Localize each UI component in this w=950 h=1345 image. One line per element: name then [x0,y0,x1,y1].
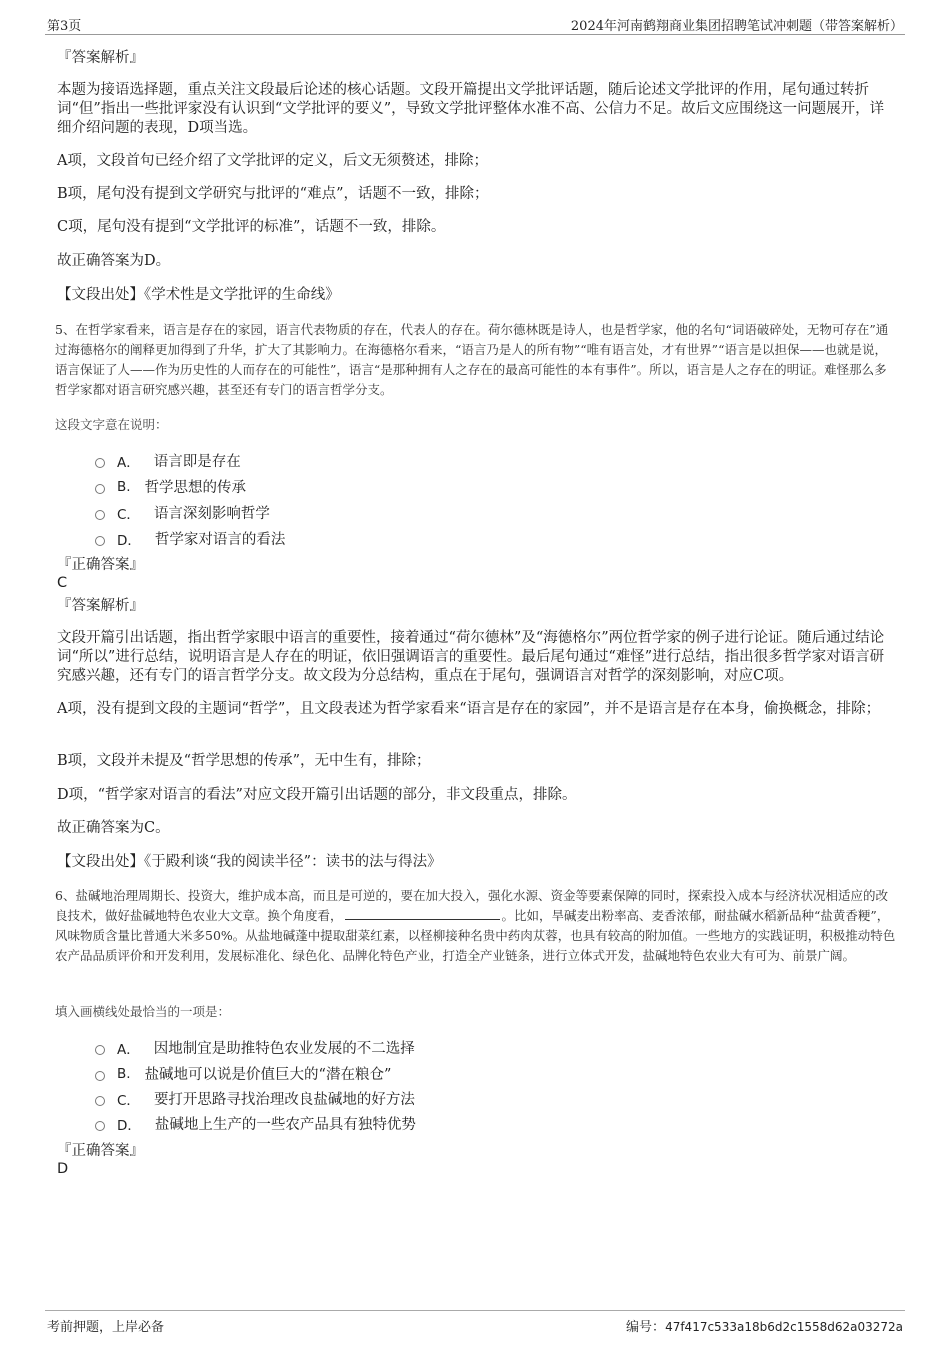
option-letter: A． [117,454,140,471]
analysis-option-b: B项，尾句没有提到文学研究与批评的“难点”，话题不一致，排除； [57,186,489,202]
option-letter: A． [117,1041,140,1058]
radio-button[interactable] [95,1096,105,1106]
option-text: 哲学家对语言的看法 [154,532,286,548]
option-letter: C． [117,506,140,523]
option-text: 要打开思路寻找治理改良盐碱地的好方法 [153,1092,415,1108]
fill-blank [345,907,500,920]
stem-part-1: 6、盐碱地治理周期长、投资大，维护成本高，而且是可逆的，要在加大投入，强化水源、资金等要素保障的同时，探索投入成本与经济状况相适应的改良技术，做好盐碱地特色农业大文章。换个角度看， [55,888,888,923]
option-letter: C． [117,1092,140,1109]
analysis-option-d: D项，“哲学家对语言的看法”对应文段开篇引出话题的部分，非文段重点，排除。 [57,787,577,803]
document-code [626,1316,903,1335]
analysis-option-a: A项，文段首句已经介绍了文学批评的定义，后文无须赘述，排除； [57,153,488,169]
radio-button[interactable] [95,510,105,520]
analysis-paragraph: 文段开篇引出话题，指出哲学家眼中语言的重要性，接着通过“荷尔德林”及“海德格尔”两位哲学家的例子进行论证。随后通过结论词“所以”进行总结，说明语言是人存在的明证，依旧强调语言的重要性。最后尾句通过“难怪”进行总结，指出很多哲学家对语言研究感兴趣，还有专门的语言哲学分支。故文段为分总结构，重点在于尾句，强调语言对哲学的深刻影响，对应C项。 [57,630,885,684]
option-text: 盐碱地上生产的一些农产品具有独特优势 [154,1117,416,1133]
option-letter: B. [117,478,131,495]
analysis-tag: 『答案解析』 [57,598,144,614]
question-5-stem: 5、在哲学家看来，语言是存在的家园，语言代表物质的存在，代表人的存在。荷尔德林既是诗人，也是哲学家，他的名句“词语破碎处，无物可存在”通过海德格尔的阐释更加得到了升华，扩大了其影响力。在海德格尔看来，“语言乃是人的所有物”“唯有语言处，才有世界”“语言是以担保——也就是说，语言保证了人——作为历史性的人而存在的可能性”，语言“是那种拥有人之存在的最高可能性的本有事件”。所以，语言是人之存在的明证。难怪那么多哲学家都对语言研究感兴趣，甚至还有专门的语言哲学分支。 [55,322,889,397]
question-5-option-a[interactable] [95,450,241,471]
question-5-option-d[interactable] [95,528,285,549]
option-text: 盐碱地可以说是价值巨大的“潜在粮仓” [144,1067,392,1083]
question-5-option-c[interactable] [95,502,270,523]
radio-button[interactable] [95,484,105,494]
correct-answer-tag: 『正确答案』 [57,1143,144,1159]
page-number: 第3页 [47,19,82,34]
option-text: 语言即是存在 [153,454,241,470]
correct-answer-tag: 『正确答案』 [57,557,144,573]
option-text: 因地制宜是助推特色农业发展的不二选择 [153,1041,415,1057]
source-note: 【文段出处】《学术性是文学批评的生命线》 [57,287,340,303]
option-letter: B. [117,1065,131,1082]
radio-button[interactable] [95,458,105,468]
code-label: 编号： [626,1320,666,1335]
source-note: 【文段出处】《于殿利谈“我的阅读半径”：读书的法与得法》 [57,854,442,870]
correct-answer: D [57,1161,69,1177]
question-5-prompt: 这段文字意在说明： [55,417,168,432]
analysis-tag: 『答案解析』 [57,50,144,66]
analysis-paragraph: 本题为接语选择题，重点关注文段最后论述的核心话题。文段开篇提出文学批评话题，随后论述文学批评的作用，尾句通过转折词“但”指出一些批评家没有认识到“文学批评的要义”，导致文学批评整体水准不高、公信力不足。故后文应围绕这一问题展开，详细介绍问题的表现，D项当选。 [57,82,885,136]
question-6-option-b[interactable] [95,1063,391,1084]
question-5-option-b[interactable] [95,476,246,497]
page-header [45,14,905,35]
option-letter: D． [117,532,141,549]
radio-button[interactable] [95,1045,105,1055]
analysis-option-b: B项，文段并未提及“哲学思想的传承”，无中生有，排除； [57,753,431,769]
analysis-conclusion: 故正确答案为D。 [57,253,171,269]
document-title: 2024年河南鹤翔商业集团招聘笔试冲刺题（带答案解析） [570,19,903,34]
option-text: 哲学思想的传承 [144,480,247,496]
question-6-option-a[interactable] [95,1037,415,1058]
stem-part-2: 。比如，旱碱麦出粉率高、麦香浓郁，耐盐碱水稻新品种“盐黄香粳”，风味物质含量比普通大米多50%。从盐地碱蓬中提取甜菜红素，以柽柳接种名贵中药肉苁蓉，也具有较高的附加值。一些地方的实践证明，积极推动特色农产品品质评价和开发利用，发展标准化、绿色化、品牌化特色产业，打造全产业链条，进行立体式开发，盐碱地特色农业大有可为、前景广阔。 [55,908,896,963]
analysis-conclusion: 故正确答案为C。 [57,820,170,836]
analysis-option-a: A项，没有提到文段的主题词“哲学”，且文段表述为哲学家看来“语言是存在的家园”，并不是语言是存在本身，偷换概念，排除； [57,701,881,717]
correct-answer: C [57,575,68,591]
question-6-option-c[interactable] [95,1088,415,1109]
analysis-option-c: C项，尾句没有提到“文学批评的标准”，话题不一致，排除。 [57,219,446,235]
footer-slogan: 考前押题，上岸必备 [47,1320,165,1335]
option-text: 语言深刻影响哲学 [153,506,270,522]
radio-button[interactable] [95,1071,105,1081]
code-value: 47f417c533a18b6d2c1558d62a03272a [665,1320,903,1334]
option-letter: D． [117,1117,141,1134]
question-6-prompt: 填入画横线处最恰当的一项是： [55,1004,231,1019]
page-footer [45,1310,905,1337]
question-6-stem [55,886,898,966]
question-6-option-d[interactable] [95,1113,416,1134]
radio-button[interactable] [95,536,105,546]
radio-button[interactable] [95,1121,105,1131]
